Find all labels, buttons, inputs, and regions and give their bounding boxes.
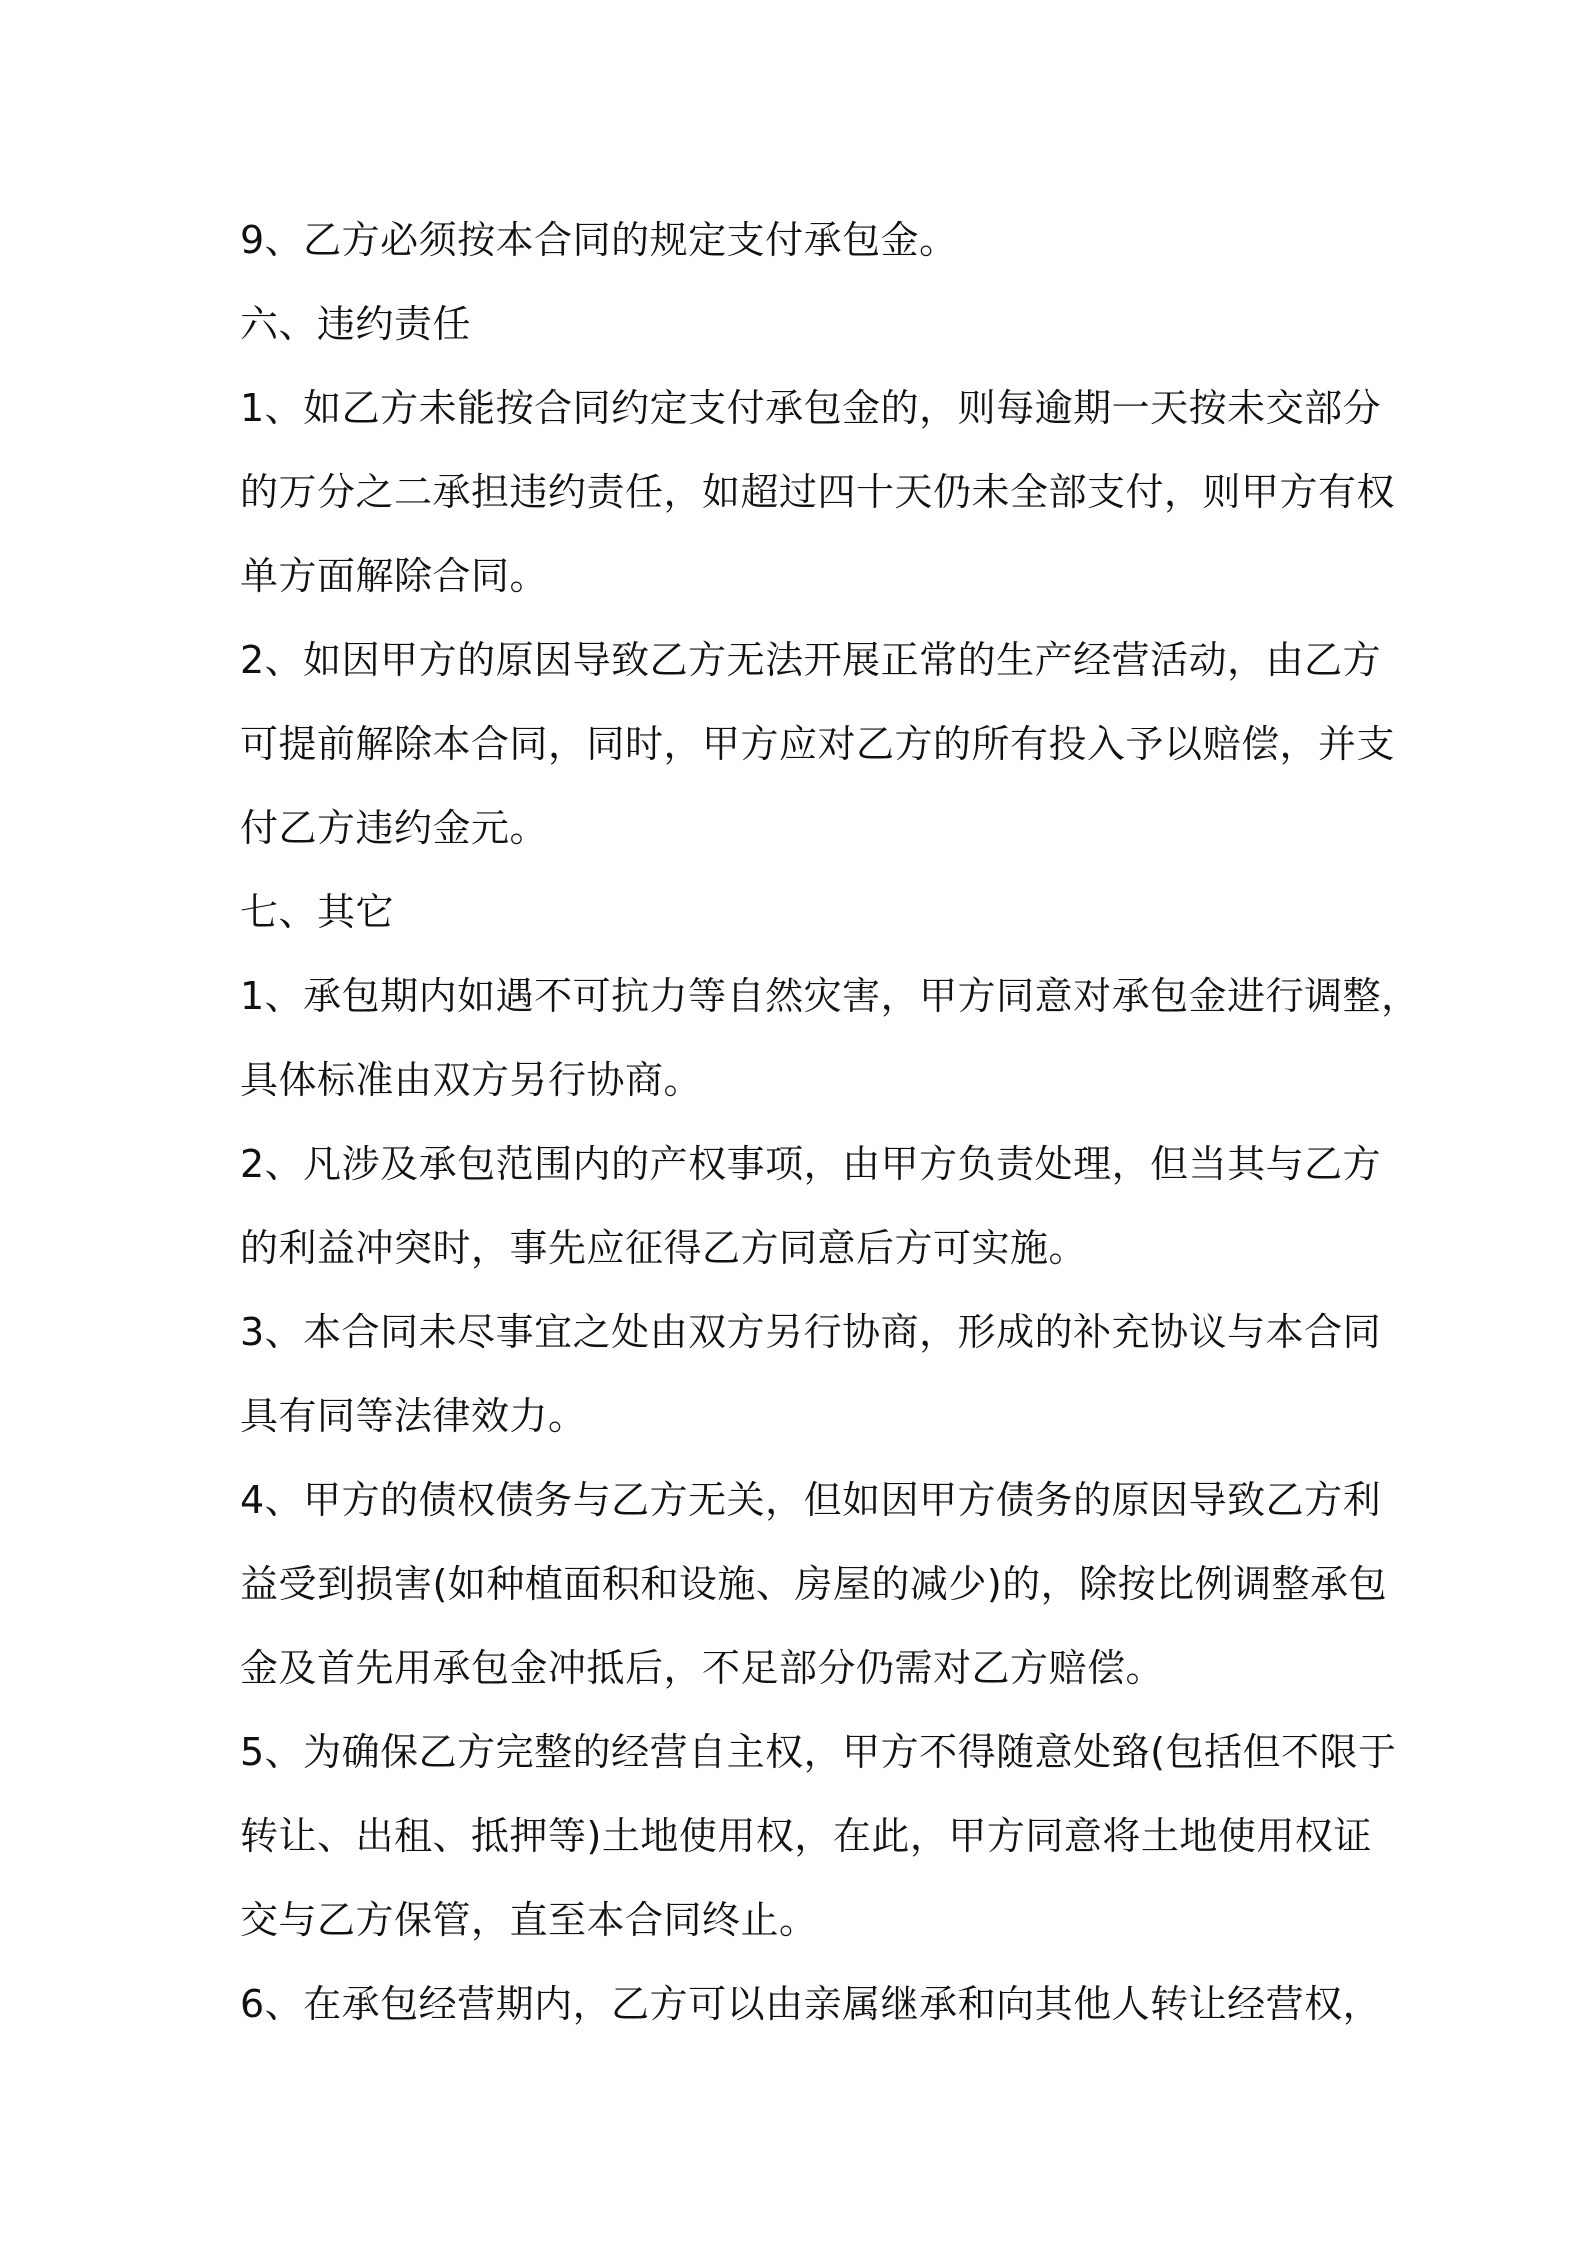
- clause-text-line: 付乙方违约金元。: [240, 806, 549, 850]
- clause-text-line: 3、本合同未尽事宜之处由双方另行协商，形成的补充协议与本合同: [240, 1310, 1382, 1354]
- clause-text-line: 2、如因甲方的原因导致乙方无法开展正常的生产经营活动，由乙方: [240, 638, 1382, 682]
- clause-text-line: 的利益冲突时，事先应征得乙方同意后方可实施。: [240, 1226, 1088, 1270]
- clause-text-line: 5、为确保乙方完整的经营自主权，甲方不得随意处臵(包括但不限于: [240, 1730, 1397, 1774]
- clause-text-line: 单方面解除合同。: [240, 554, 549, 598]
- clause-text-line: 1、如乙方未能按合同约定支付承包金的，则每逾期一天按未交部分: [240, 386, 1382, 430]
- clause-text-line: 金及首先用承包金冲抵后，不足部分仍需对乙方赔偿。: [240, 1646, 1165, 1690]
- clause-text-line: 4、甲方的债权债务与乙方无关，但如因甲方债务的原因导致乙方利: [240, 1478, 1382, 1522]
- clause-text-line: 可提前解除本合同，同时，甲方应对乙方的所有投入予以赔偿，并支: [240, 722, 1396, 766]
- clause-text-line: 具有同等法律效力。: [240, 1394, 587, 1438]
- clause-9-text: 9、乙方必须按本合同的规定支付承包金。: [240, 218, 958, 262]
- clause-text-line: 的万分之二承担违约责任，如超过四十天仍未全部支付，则甲方有权: [240, 470, 1396, 514]
- clause-text-line: 6、在承包经营期内，乙方可以由亲属继承和向其他人转让经营权，: [240, 1982, 1382, 2026]
- section-heading-other: 七、其它: [240, 890, 395, 934]
- section-heading-breach-liability: 六、违约责任: [240, 302, 472, 346]
- clause-text-line: 具体标准由双方另行协商。: [240, 1058, 703, 1102]
- clause-text-line: 交与乙方保管，直至本合同终止。: [240, 1898, 818, 1942]
- document-body: [240, 198, 1420, 2046]
- clause-text-line: 益受到损害(如种植面积和设施、房屋的减少)的，除按比例调整承包: [240, 1562, 1388, 1606]
- clause-text-line: 2、凡涉及承包范围内的产权事项，由甲方负责处理，但当其与乙方: [240, 1142, 1382, 1186]
- clause-text-line: 转让、出租、抵押等)土地使用权，在此，甲方同意将土地使用权证: [240, 1814, 1372, 1858]
- clause-text-line: 1、承包期内如遇不可抗力等自然灾害，甲方同意对承包金进行调整，: [240, 974, 1420, 1018]
